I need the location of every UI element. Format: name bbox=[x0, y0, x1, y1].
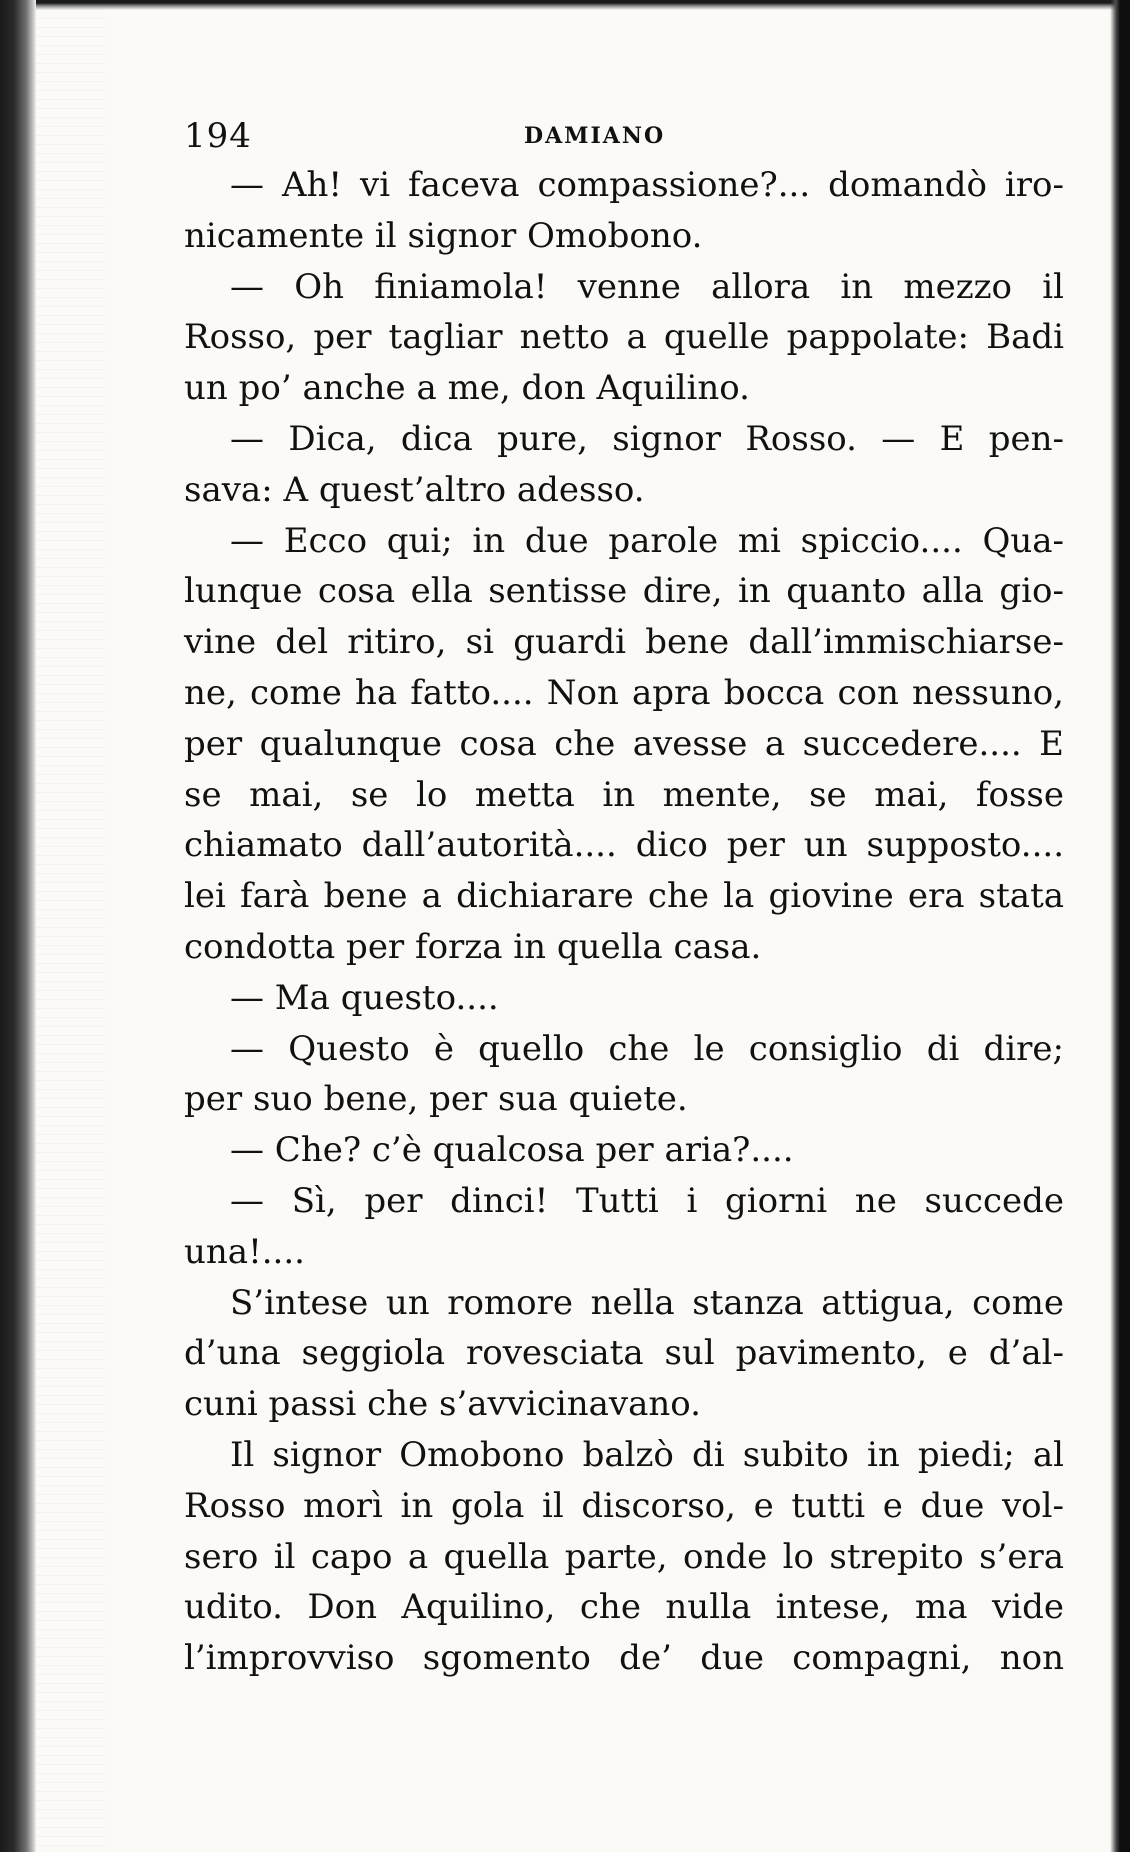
text-line: per qualunque cosa che avesse a succedere.... E bbox=[184, 723, 1064, 764]
text-line: lunque cosa ella sentisse dire, in quanto alla gio- bbox=[184, 571, 1064, 612]
body-text bbox=[184, 160, 1064, 1684]
top-edge-shadow bbox=[36, 0, 1130, 10]
text-line: nicamente il signor Omobono. bbox=[184, 215, 703, 256]
text-line: d’una seggiola rovesciata sul pavimento, e d’al- bbox=[184, 1333, 1064, 1374]
text-line: — Che? c’è qualcosa per aria?.... bbox=[230, 1130, 794, 1171]
text-line: ne, come ha fatto.... Non apra bocca con nessuno, bbox=[184, 672, 1064, 713]
text-line: Rosso morì in gola il discorso, e tutti e due vol- bbox=[184, 1485, 1064, 1526]
text-line: chiamato dall’autorità.... dico per un supposto.... bbox=[184, 825, 1064, 866]
running-head: DAMIANO bbox=[524, 123, 666, 149]
text-line: Il signor Omobono balzò di subito in piedi; al bbox=[230, 1434, 1064, 1475]
text-line: sava: A quest’altro adesso. bbox=[184, 469, 645, 510]
text-line: — Oh finiamola! venne allora in mezzo il bbox=[230, 266, 1064, 307]
page-header bbox=[184, 116, 1084, 156]
text-line: una!.... bbox=[184, 1231, 305, 1272]
text-line: udito. Don Aquilino, che nulla intese, ma vide bbox=[184, 1587, 1064, 1628]
text-line: Rosso, per tagliar netto a quelle pappolate: Badi bbox=[184, 317, 1064, 358]
text-line: lei farà bene a dichiarare che la giovine era stata bbox=[184, 876, 1064, 917]
text-line: vine del ritiro, si guardi bene dall’immischiarse- bbox=[184, 622, 1064, 663]
text-line: per suo bene, per sua quiete. bbox=[184, 1079, 688, 1120]
text-line: — Ecco qui; in due parole mi spiccio.... Qua- bbox=[230, 520, 1064, 561]
page-number: 194 bbox=[184, 116, 252, 156]
text-line: condotta per forza in quella casa. bbox=[184, 926, 762, 967]
text-line: — Ma questo.... bbox=[230, 977, 499, 1018]
text-line: — Questo è quello che le consiglio di dire; bbox=[230, 1028, 1064, 1069]
book-spine-shadow bbox=[0, 0, 36, 1852]
text-line: cuni passi che s’avvicinavano. bbox=[184, 1384, 701, 1425]
text-line: — Sì, per dinci! Tutti i giorni ne succede bbox=[230, 1180, 1064, 1221]
text-line: se mai, se lo metta in mente, se mai, fosse bbox=[184, 774, 1064, 815]
text-line: — Dica, dica pure, signor Rosso. — E pen- bbox=[230, 418, 1064, 459]
text-line: l’improvviso sgomento de’ due compagni, non bbox=[184, 1638, 1064, 1679]
text-line: S’intese un romore nella stanza attigua, come bbox=[230, 1282, 1064, 1323]
text-line: — Ah! vi faceva compassione?... domandò iro- bbox=[230, 165, 1064, 205]
text-line: un po’ anche a me, don Aquilino. bbox=[184, 368, 750, 409]
paper-texture bbox=[36, 0, 106, 1852]
text-line: sero il capo a quella parte, onde lo strepito s’era bbox=[184, 1536, 1064, 1577]
right-edge-shadow bbox=[1110, 0, 1130, 1852]
